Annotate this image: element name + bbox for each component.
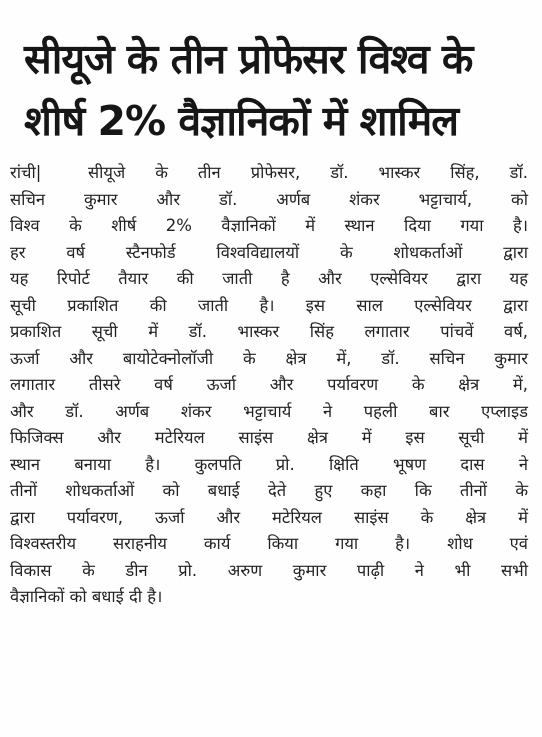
article-line: ऊर्जा और बायोटेक्नोलॉजी के क्षेत्र में, डॉ. सचिन कुमार [10,348,528,368]
article-line: हर वर्ष स्टैनफोर्ड विश्वविद्यालयों के शोधकर्ताओं द्वारा [10,242,528,262]
article-line: विकास के डीन प्रो. अरुण कुमार पाढ़ी ने भी सभी [10,560,528,580]
article-line: सचिन कुमार और डॉ. अर्णब शंकर भट्टाचार्य, को [10,189,528,209]
headline [24,28,524,152]
article-line: द्वारा पर्यावरण, ऊर्जा और मटेरियल साइंस के क्षेत्र में [10,507,528,527]
article-line: फिजिक्स और मटेरियल साइंस क्षेत्र में इस सूची में [10,428,528,447]
headline-line-1: सीयूजे के तीन प्रोफेसर विश्व के [24,35,473,83]
article-line: सीयूजे के तीन प्रोफेसर, डॉ. भास्कर सिंह, डॉ. [88,163,528,182]
article-line: स्थान बनाया है। कुलपति प्रो. क्षिति भूषण दास ने [10,454,528,474]
article-line: प्रकाशित सूची में डॉ. भास्कर सिंह लगातार पांचवें वर्ष, [10,322,528,341]
article-line: यह रिपोर्ट तैयार की जाती है और एल्सेवियर द्वारा यह [10,269,528,288]
article-line: वैज्ञानिकों को बधाई दी है। [10,587,163,606]
article-line: और डॉ. अर्णब शंकर भट्टाचार्य ने पहली बार एप्लाइड [10,401,528,421]
article-line: सूची प्रकाशित की जाती है। इस साल एल्सेवियर द्वारा [10,295,528,315]
headline-line-2: शीर्ष 2% वैज्ञानिकों में शामिल [24,97,459,145]
article-line: लगातार तीसरे वर्ष ऊर्जा और पर्यावरण के क्षेत्र में, [10,375,528,394]
article-line: विश्वस्तरीय सराहनीय कार्य किया गया है। शोध एवं [10,534,528,553]
article-line: विश्व के शीर्ष 2% वैज्ञानिकों में स्थान दिया गया है। [10,216,528,235]
dateline: रांची| [10,163,42,182]
article-line: तीनों शोधकर्ताओं को बधाई देते हुए कहा कि तीनों के [10,481,528,500]
